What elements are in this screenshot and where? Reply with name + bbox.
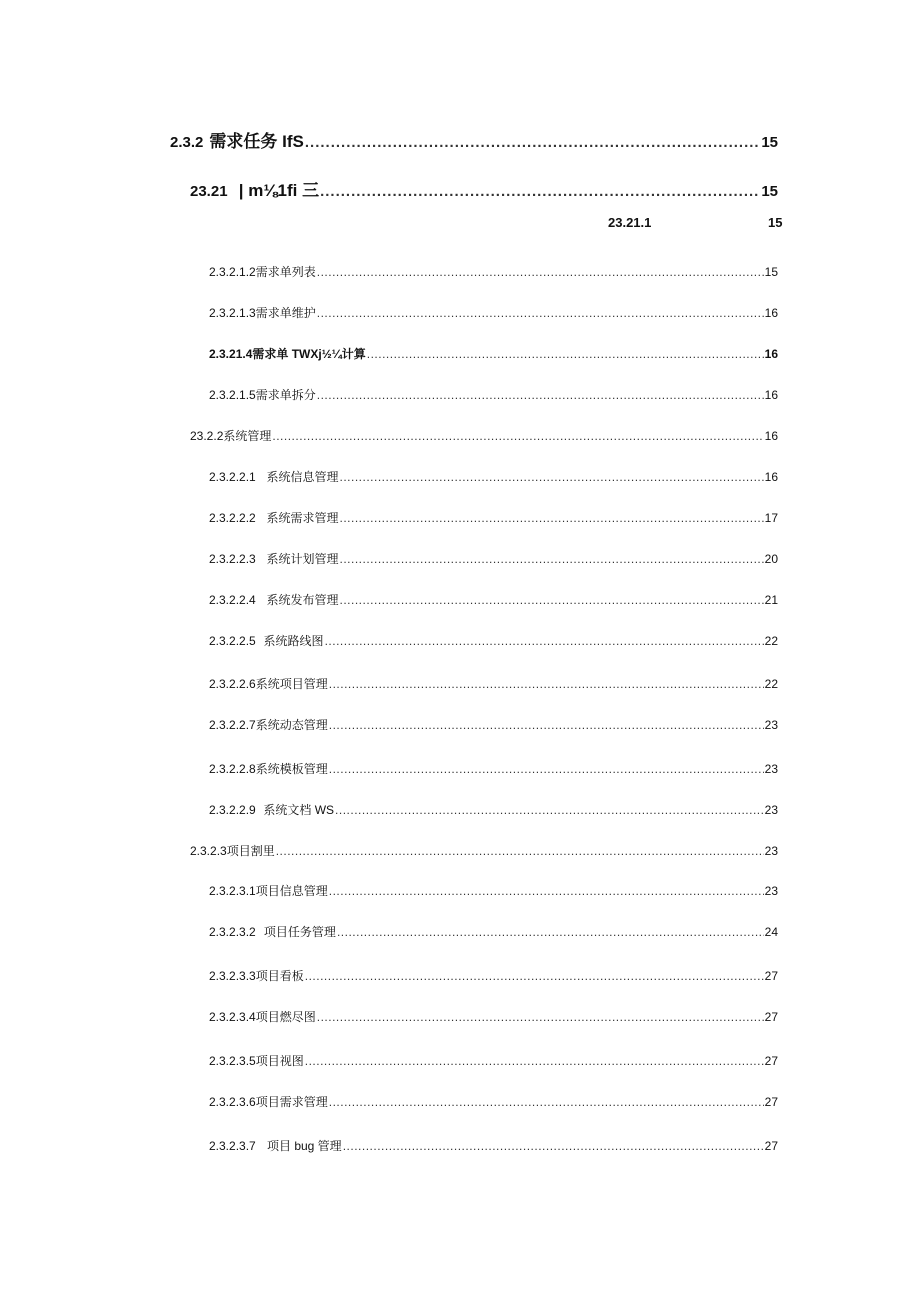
toc-entry-title: 项目燃尽图	[255, 1010, 316, 1024]
toc-entry-page: 16	[764, 388, 778, 402]
toc-entry-title: 系统项目管理	[255, 677, 328, 691]
toc-entry-title: 系统管理	[223, 429, 272, 443]
toc-entry-number: 2.3.2.3.1	[209, 884, 256, 898]
toc-entry[interactable]	[190, 842, 778, 859]
toc-entry-page: 27	[764, 1054, 778, 1068]
toc-entry[interactable]	[209, 801, 778, 818]
toc-leader-dots	[340, 593, 764, 607]
toc-entry-page: 20	[764, 552, 778, 566]
toc-entry-title: 系统路线图	[263, 634, 324, 648]
toc-leader-dots	[340, 552, 764, 566]
toc-leader-dots	[340, 511, 764, 525]
toc-entry-number: 2.3.2.2.3	[209, 552, 256, 566]
toc-leader-dots	[320, 183, 760, 200]
toc-entry[interactable]	[209, 386, 778, 403]
toc-leader-dots	[343, 1139, 764, 1153]
toc-entry-number: 2.3.21.4	[209, 347, 253, 361]
toc-entry-page: 27	[764, 1010, 778, 1024]
toc-entry-title: 系统动态管理	[255, 718, 328, 732]
toc-entry-title: 需求单维护	[255, 306, 316, 320]
toc-entry-number: 2.3.2.3.3	[209, 969, 256, 983]
toc-entry-title: 需求单 TWXj½¼计算	[252, 347, 366, 361]
toc-entry-page: 24	[764, 925, 778, 939]
toc-entry[interactable]	[209, 632, 778, 649]
toc-leader-dots	[276, 844, 764, 858]
toc-entry-number: 2.3.2.2.2	[209, 511, 256, 525]
toc-entry-page: 23	[764, 718, 778, 732]
toc-entry-title: 系统信息管理	[266, 470, 339, 484]
toc-leader-dots	[305, 969, 764, 983]
toc-entry-title: 系统模板管理	[255, 762, 328, 776]
toc-entry-page: 23	[764, 803, 778, 817]
toc-leader-dots	[317, 1010, 764, 1024]
toc-entry-number: 2.3.2.2.6	[209, 677, 256, 691]
toc-entry[interactable]	[209, 263, 778, 280]
toc-entry-page: 16	[764, 470, 778, 484]
toc-entry[interactable]	[209, 591, 778, 608]
toc-entry-number: 2.3.2.2.4	[209, 593, 256, 607]
toc-leader-dots	[317, 388, 764, 402]
toc-entry-number: 2.3.2.1.2	[209, 265, 256, 279]
toc-entry[interactable]	[209, 882, 778, 899]
toc-entry-title: 项目信息管理	[255, 884, 328, 898]
toc-entry-page: 23	[764, 762, 778, 776]
toc-entry-number: 23.21.1	[608, 215, 652, 230]
toc-leader-dots	[329, 677, 764, 691]
toc-entry[interactable]	[209, 675, 778, 692]
toc-leader-dots	[329, 762, 764, 776]
toc-leader-dots	[340, 470, 764, 484]
toc-entry-page: 16	[764, 429, 778, 443]
toc-entry-page: 16	[764, 306, 778, 320]
toc-entry-page: 16	[764, 347, 778, 361]
toc-entry-page: 15	[768, 215, 783, 230]
toc-entry-number: 2.3.2.3.5	[209, 1054, 256, 1068]
toc-entry[interactable]	[209, 345, 778, 362]
toc-entry-number: 2.3.2.2.1	[209, 470, 256, 484]
toc-entry-page: 27	[764, 1139, 778, 1153]
toc-entry[interactable]	[209, 468, 778, 485]
toc-entry-number: 23.2.2	[190, 429, 224, 443]
toc-entry-title: 项目需求管理	[255, 1095, 328, 1109]
toc-entry[interactable]	[190, 176, 778, 201]
toc-entry-title: 项目割里	[226, 844, 275, 858]
toc-entry[interactable]	[209, 923, 778, 940]
toc-entry-page: 21	[764, 593, 778, 607]
toc-entry-title: 需求单列表	[255, 265, 316, 279]
toc-entry-page: 22	[764, 677, 778, 691]
toc-entry-page: 15	[764, 265, 778, 279]
toc-entry-page: 27	[764, 969, 778, 983]
toc-leader-dots	[317, 306, 764, 320]
toc-entry-page: 23	[764, 844, 778, 858]
toc-entry-page: 15	[761, 183, 778, 200]
toc-leader-dots	[329, 884, 764, 898]
toc-entry[interactable]	[190, 427, 778, 444]
toc-entry[interactable]	[209, 550, 778, 567]
toc-entry[interactable]	[209, 1008, 778, 1025]
toc-entry[interactable]	[209, 1093, 778, 1110]
toc-leader-dots	[367, 347, 764, 361]
toc-entry[interactable]	[209, 967, 778, 984]
toc-leader-dots	[272, 429, 763, 443]
toc-entry-page: 23	[764, 884, 778, 898]
toc-entry-number: 2.3.2.3.4	[209, 1010, 256, 1024]
toc-entry-page: 15	[761, 134, 778, 151]
toc-entry-number: 2.3.2.3.2	[209, 925, 256, 939]
toc-entry[interactable]	[209, 1137, 778, 1154]
toc-entry-number: 2.3.2.2.5	[209, 634, 256, 648]
toc-leader-dots	[337, 925, 764, 939]
toc-entry-title: 系统计划管理	[266, 552, 339, 566]
toc-entry-title: 项目视图	[255, 1054, 304, 1068]
toc-entry-number: 2.3.2.3	[190, 844, 227, 858]
toc-entry-number: 23.21	[190, 183, 228, 200]
toc-leader-dots	[305, 1054, 764, 1068]
toc-entry-title: 系统发布管理	[266, 593, 339, 607]
toc-entry-number: 2.3.2.1.5	[209, 388, 256, 402]
toc-entry[interactable]	[209, 304, 778, 321]
toc-leader-dots	[317, 265, 764, 279]
toc-leader-dots	[329, 1095, 764, 1109]
toc-entry-number: 2.3.2.3.7	[209, 1139, 256, 1153]
toc-leader-dots	[305, 134, 760, 151]
toc-entry-number: 2.3.2.2.8	[209, 762, 256, 776]
toc-entry-title: 项目看板	[255, 969, 304, 983]
toc-entry[interactable]	[209, 1052, 778, 1069]
toc-entry-title: | m⅛1fi 三	[238, 181, 320, 200]
toc-entry[interactable]	[209, 509, 778, 526]
toc-entry-page: 27	[764, 1095, 778, 1109]
toc-entry-number: 2.3.2.2.9	[209, 803, 256, 817]
toc-entry-number: 2.3.2.1.3	[209, 306, 256, 320]
toc-entry[interactable]	[209, 760, 778, 777]
toc-leader-dots	[335, 803, 764, 817]
toc-entry[interactable]	[170, 127, 778, 152]
toc-entry-title: 系统文档 WS	[263, 803, 335, 817]
toc-entry-number: 2.3.2.3.6	[209, 1095, 256, 1109]
toc-entry-page: 17	[764, 511, 778, 525]
toc-entry-title: 项目 bug 管理	[266, 1139, 342, 1153]
toc-entry-page: 22	[764, 634, 778, 648]
toc-leader-dots	[329, 718, 764, 732]
toc-entry-number: 2.3.2.2.7	[209, 718, 256, 732]
toc-leader-dots	[325, 634, 764, 648]
toc-entry-title: 需求单拆分	[255, 388, 316, 402]
toc-entry-number: 2.3.2	[170, 134, 204, 151]
toc-entry-title: 系统需求管理	[266, 511, 339, 525]
toc-entry-title: 项目任务管理	[263, 925, 336, 939]
toc-entry[interactable]	[209, 716, 778, 733]
toc-entry-title: 需求任务 IfS	[209, 132, 304, 151]
